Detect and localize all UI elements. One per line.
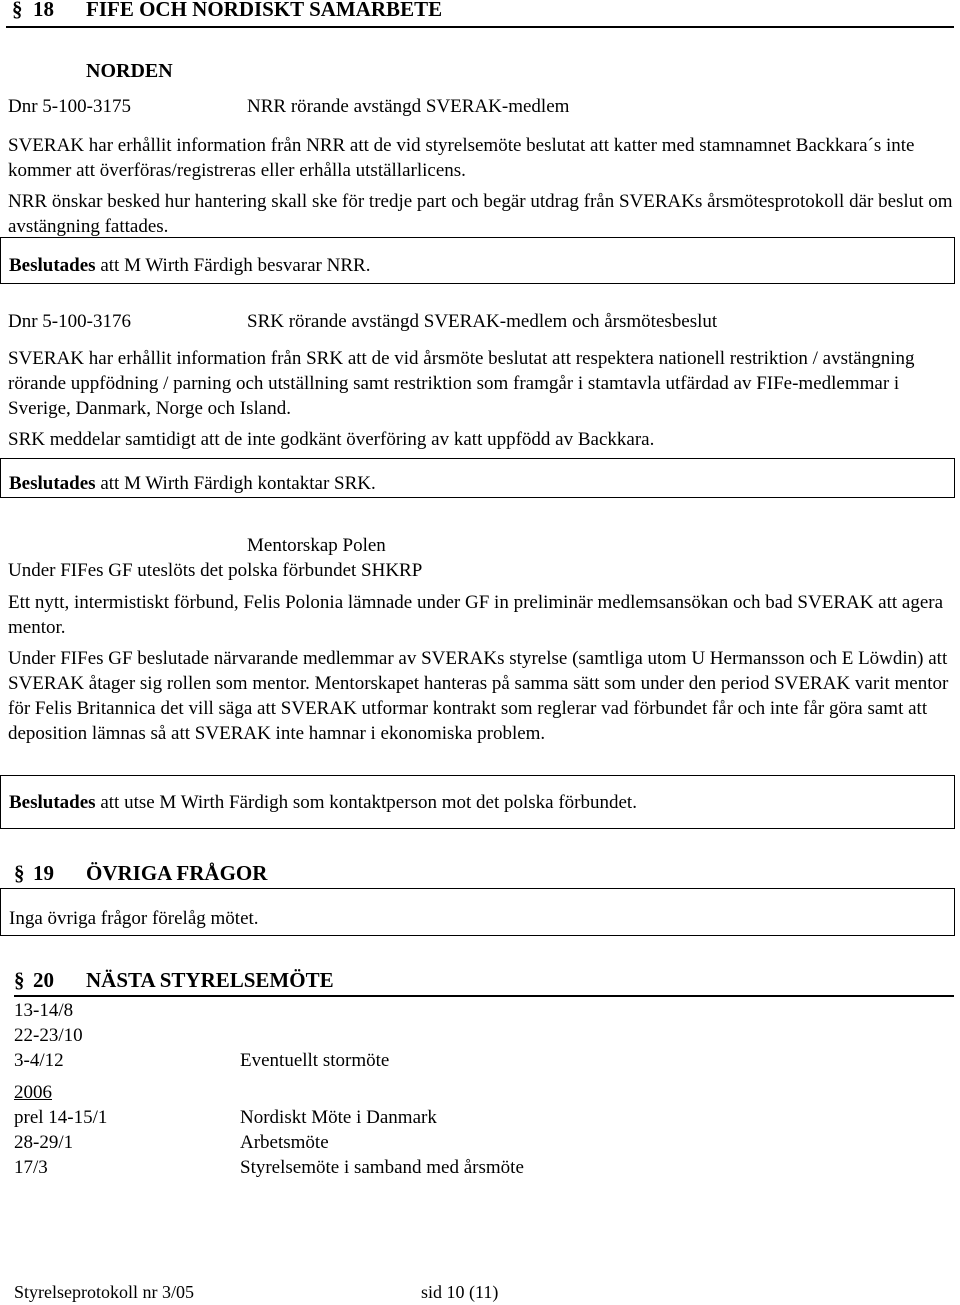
section-sign: § xyxy=(12,0,23,21)
decision-box xyxy=(0,775,955,829)
section-number: 20 xyxy=(33,968,54,992)
footer-page: sid 10 (11) xyxy=(421,1282,499,1302)
paragraph: NRR önskar besked hur hantering skall ske för tredje part och begär utdrag från SVERAKs årsmötesprotokoll där beslut om avstängning fattades. xyxy=(8,191,953,237)
decision-label: Beslutades xyxy=(9,473,96,494)
paragraph: Under FIFes GF beslutade närvarande medlemmar av SVERAKs styrelse (samtliga utom U Hermansson och E Löwdin) att SVERAK åtager sig rollen som mentor. Mentorskapet hanteras på samma sätt som under den period SVERAK varit mentor för Felis Britannica det vill säga att SVERAK utformar kontrakt som reglerar vad förbundet får och inte får göra samt att deposition lämnas så att SVERAK inte hamnar i ekonomiska problem. xyxy=(8,648,949,744)
mentorship-intro: Under FIFes GF uteslöts det polska förbundet SHKRP xyxy=(8,560,423,581)
meeting-date: 17/3 xyxy=(14,1157,48,1178)
section-text: Inga övriga frågor förelåg mötet. xyxy=(9,908,259,929)
meeting-note: Styrelsemöte i samband med årsmöte xyxy=(240,1157,524,1178)
section-sign: § xyxy=(14,861,25,885)
meeting-date: 13-14/8 xyxy=(14,1000,74,1021)
footer-protocol: Styrelseprotokoll nr 3/05 xyxy=(14,1282,194,1302)
section-title: FIFE OCH NORDISKT SAMARBETE xyxy=(86,0,443,21)
decision-text: att M Wirth Färdigh besvarar NRR. xyxy=(95,255,371,276)
year-heading: 2006 xyxy=(14,1082,52,1103)
section-divider xyxy=(14,995,954,997)
decision-box xyxy=(0,458,955,498)
meeting-note: Arbetsmöte xyxy=(240,1132,329,1153)
section-sign: § xyxy=(14,968,25,992)
decision-label: Beslutades xyxy=(9,255,96,276)
paragraph: SRK meddelar samtidigt att de inte godkänt överföring av katt uppfödd av Backkara. xyxy=(8,429,655,450)
decision-text: att utse M Wirth Färdigh som kontaktperson mot det polska förbundet. xyxy=(95,792,637,813)
decision-box xyxy=(0,237,955,284)
case-dnr: Dnr 5-100-3175 xyxy=(8,96,131,117)
subheading: NORDEN xyxy=(86,60,173,82)
case-dnr: Dnr 5-100-3176 xyxy=(8,311,131,332)
meeting-date: 28-29/1 xyxy=(14,1132,74,1153)
section-number: 19 xyxy=(33,861,54,885)
meeting-note: Nordiskt Möte i Danmark xyxy=(240,1107,437,1128)
section-title: ÖVRIGA FRÅGOR xyxy=(86,861,268,885)
section-divider xyxy=(6,26,954,28)
paragraph: Ett nytt, intermistiskt förbund, Felis Polonia lämnade under GF in preliminär medlemsansökan och bad SVERAK att agera mentor. xyxy=(8,592,944,638)
meeting-date: prel 14-15/1 xyxy=(14,1107,108,1128)
meeting-date: 22-23/10 xyxy=(14,1025,83,1046)
decision-label: Beslutades xyxy=(9,792,96,813)
decision-text: att M Wirth Färdigh kontaktar SRK. xyxy=(95,473,376,494)
case-subject: SRK rörande avstängd SVERAK-medlem och årsmötesbeslut xyxy=(247,311,718,332)
meeting-note: Eventuellt stormöte xyxy=(240,1050,390,1071)
mentorship-heading: Mentorskap Polen xyxy=(247,535,386,556)
case-subject: NRR rörande avstängd SVERAK-medlem xyxy=(247,96,570,117)
paragraph: SVERAK har erhållit information från NRR att de vid styrelsemöte beslutat att katter med stamnamnet Backkara´s inte kommer att överföras/registreras eller erhålla utställarlicens. xyxy=(8,135,915,181)
paragraph: SVERAK har erhållit information från SRK att de vid årsmöte beslutat att respektera nationell restriktion / avstängning rörande uppfödning / parning och utställning samt restriktion som framgår i stamtavla utfärdad av FIFe-medlemmar i Sverige, Danmark, Norge och Island. xyxy=(8,348,915,419)
meeting-date: 3-4/12 xyxy=(14,1050,64,1071)
section-title: NÄSTA STYRELSEMÖTE xyxy=(86,968,334,992)
text-box xyxy=(0,888,955,936)
section-number: 18 xyxy=(33,0,54,21)
